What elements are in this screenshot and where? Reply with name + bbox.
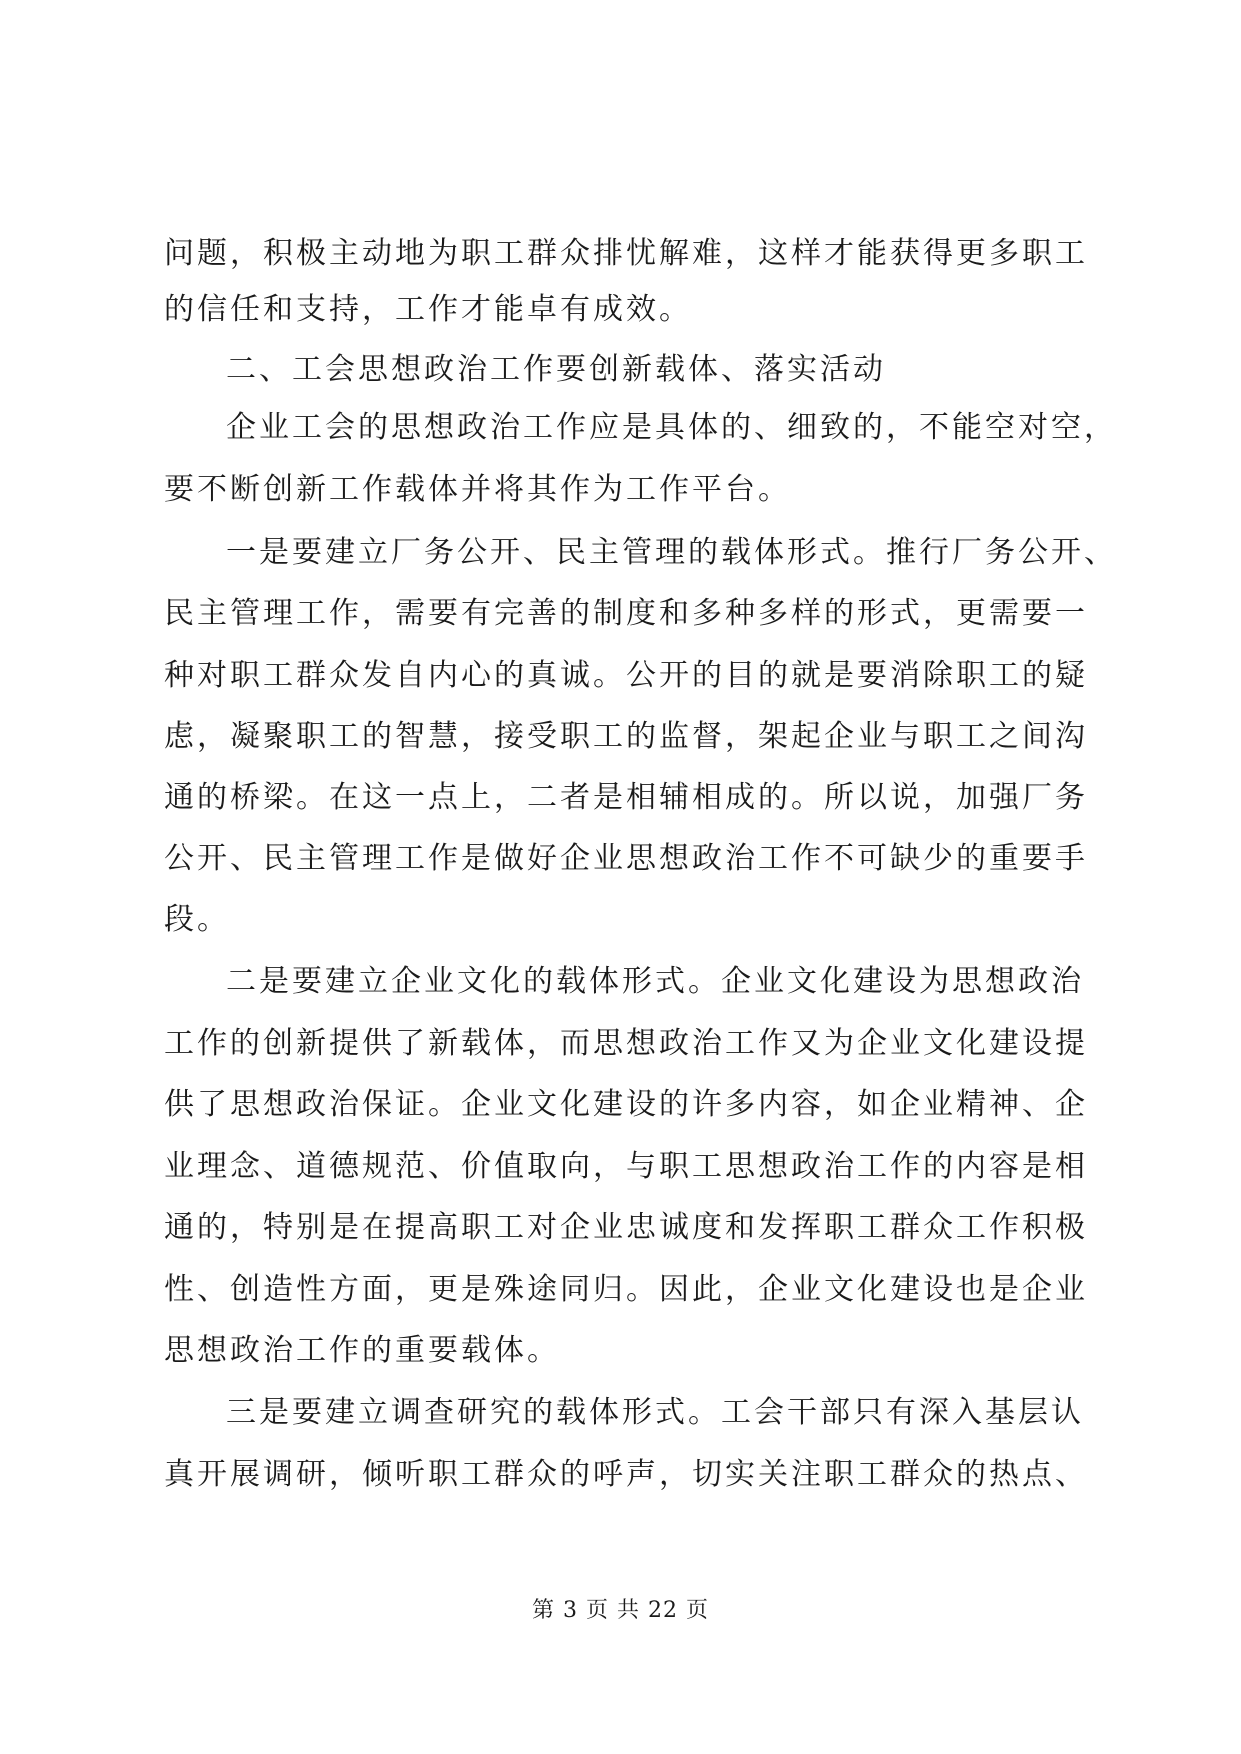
text-line: 性、创造性方面，更是殊途同归。因此，企业文化建设也是企业 (164, 1272, 1088, 1307)
page-number-footer: 第 3 页 共 22 页 (532, 1598, 709, 1623)
text-line: 问题，积极主动地为职工群众排忧解难，这样才能获得更多职工 (164, 236, 1088, 271)
section-heading: 二、工会思想政治工作要创新载体、落实活动 (226, 352, 886, 387)
text-line: 通的，特别是在提高职工对企业忠诚度和发挥职工群众工作积极 (164, 1210, 1088, 1245)
text-line: 二是要建立企业文化的载体形式。企业文化建设为思想政治 (226, 964, 1084, 999)
text-line: 段。 (164, 902, 230, 937)
text-line: 业理念、道德规范、价值取向，与职工思想政治工作的内容是相 (164, 1149, 1088, 1184)
text-line: 一是要建立厂务公开、民主管理的载体形式。推行厂务公开、 (226, 535, 1117, 570)
text-line: 三是要建立调查研究的载体形式。工会干部只有深入基层认 (226, 1395, 1084, 1430)
text-line: 的信任和支持，工作才能卓有成效。 (164, 292, 692, 327)
text-line: 真开展调研，倾听职工群众的呼声，切实关注职工群众的热点、 (164, 1457, 1088, 1492)
text-line: 要不断创新工作载体并将其作为工作平台。 (164, 472, 791, 507)
text-line: 民主管理工作，需要有完善的制度和多种多样的形式，更需要一 (164, 596, 1088, 631)
text-line: 通的桥梁。在这一点上，二者是相辅相成的。所以说，加强厂务 (164, 780, 1088, 815)
text-line: 虑，凝聚职工的智慧，接受职工的监督，架起企业与职工之间沟 (164, 719, 1088, 754)
text-line: 供了思想政治保证。企业文化建设的许多内容，如企业精神、企 (164, 1087, 1088, 1122)
text-line: 工作的创新提供了新载体，而思想政治工作又为企业文化建设提 (164, 1026, 1088, 1061)
text-line: 企业工会的思想政治工作应是具体的、细致的，不能空对空， (226, 410, 1117, 445)
text-line: 种对职工群众发自内心的真诚。公开的目的就是要消除职工的疑 (164, 658, 1088, 693)
text-line: 公开、民主管理工作是做好企业思想政治工作不可缺少的重要手 (164, 841, 1088, 876)
text-line: 思想政治工作的重要载体。 (164, 1333, 560, 1368)
